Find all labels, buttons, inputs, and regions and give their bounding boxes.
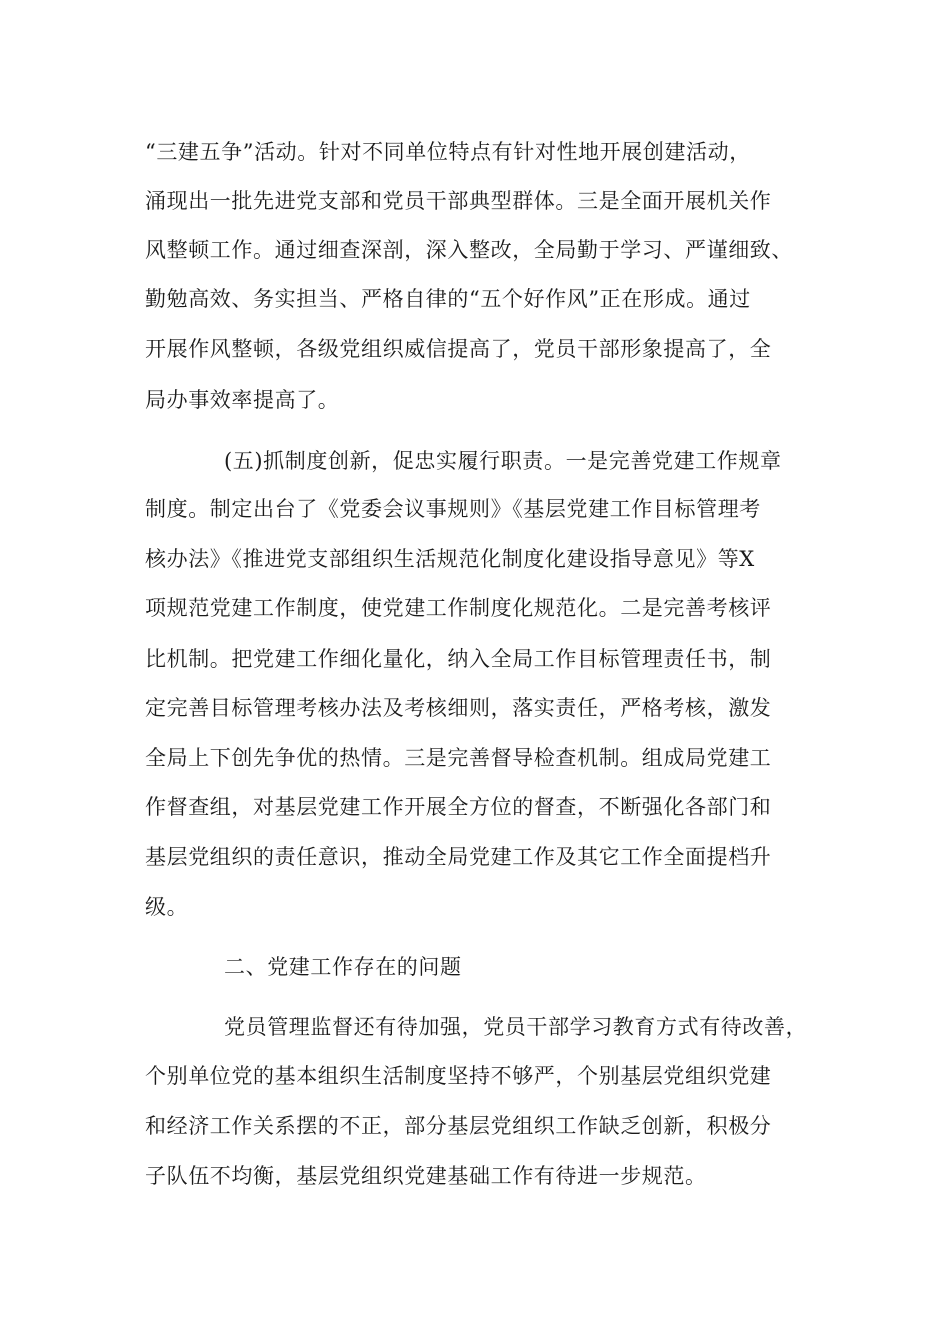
text-line: 基层党组织的责任意识，推动全局党建工作及其它工作全面提档升 bbox=[145, 845, 772, 869]
text-line: 定完善目标管理考核办法及考核细则，落实责任，严格考核，激发 bbox=[145, 696, 772, 720]
section-heading: 二、党建工作存在的问题 bbox=[224, 955, 462, 979]
text-line: 和经济工作关系摆的不正，部分基层党组织工作缺乏创新，积极分 bbox=[145, 1114, 772, 1138]
text-line: 比机制。把党建工作细化量化，纳入全局工作目标管理责任书，制 bbox=[145, 647, 772, 671]
text-line: 全局上下创先争优的热情。三是完善督导检查机制。组成局党建工 bbox=[145, 746, 772, 770]
text-line: 涌现出一批先进党支部和党员干部典型群体。三是全面开展机关作 bbox=[145, 189, 772, 213]
text-line: 勤勉高效、务实担当、严格自律的“五个好作风”正在形成。通过 bbox=[145, 287, 751, 311]
text-line: “三建五争”活动。针对不同单位特点有针对性地开展创建活动， bbox=[145, 140, 751, 164]
text-line: 子队伍不均衡，基层党组织党建基础工作有待进一步规范。 bbox=[145, 1164, 707, 1188]
text-line: 级。 bbox=[145, 895, 189, 919]
paragraph-start: 党员管理监督还有待加强，党员干部学习教育方式有待改善， bbox=[224, 1015, 808, 1039]
text-line: 核办法》《推进党支部组织生活规范化制度化建设指导意见》等X bbox=[145, 547, 755, 571]
text-line: 制度。制定出台了《党委会议事规则》《基层党建工作目标管理考 bbox=[145, 497, 761, 521]
text-line: 作督查组，对基层党建工作开展全方位的督查，不断强化各部门和 bbox=[145, 795, 772, 819]
text-line: 项规范党建工作制度，使党建工作制度化规范化。二是完善考核评 bbox=[145, 596, 772, 620]
text-line: 局办事效率提高了。 bbox=[145, 388, 340, 412]
text-line: 个别单位党的基本组织生活制度坚持不够严，个别基层党组织党建 bbox=[145, 1064, 772, 1088]
text-line: 开展作风整顿，各级党组织威信提高了，党员干部形象提高了，全 bbox=[145, 337, 772, 361]
section-heading-paragraph: (五)抓制度创新，促忠实履行职责。一是完善党建工作规章 bbox=[224, 449, 782, 473]
text-line: 风整顿工作。通过细查深剖，深入整改，全局勤于学习、严谨细致、 bbox=[145, 238, 793, 262]
